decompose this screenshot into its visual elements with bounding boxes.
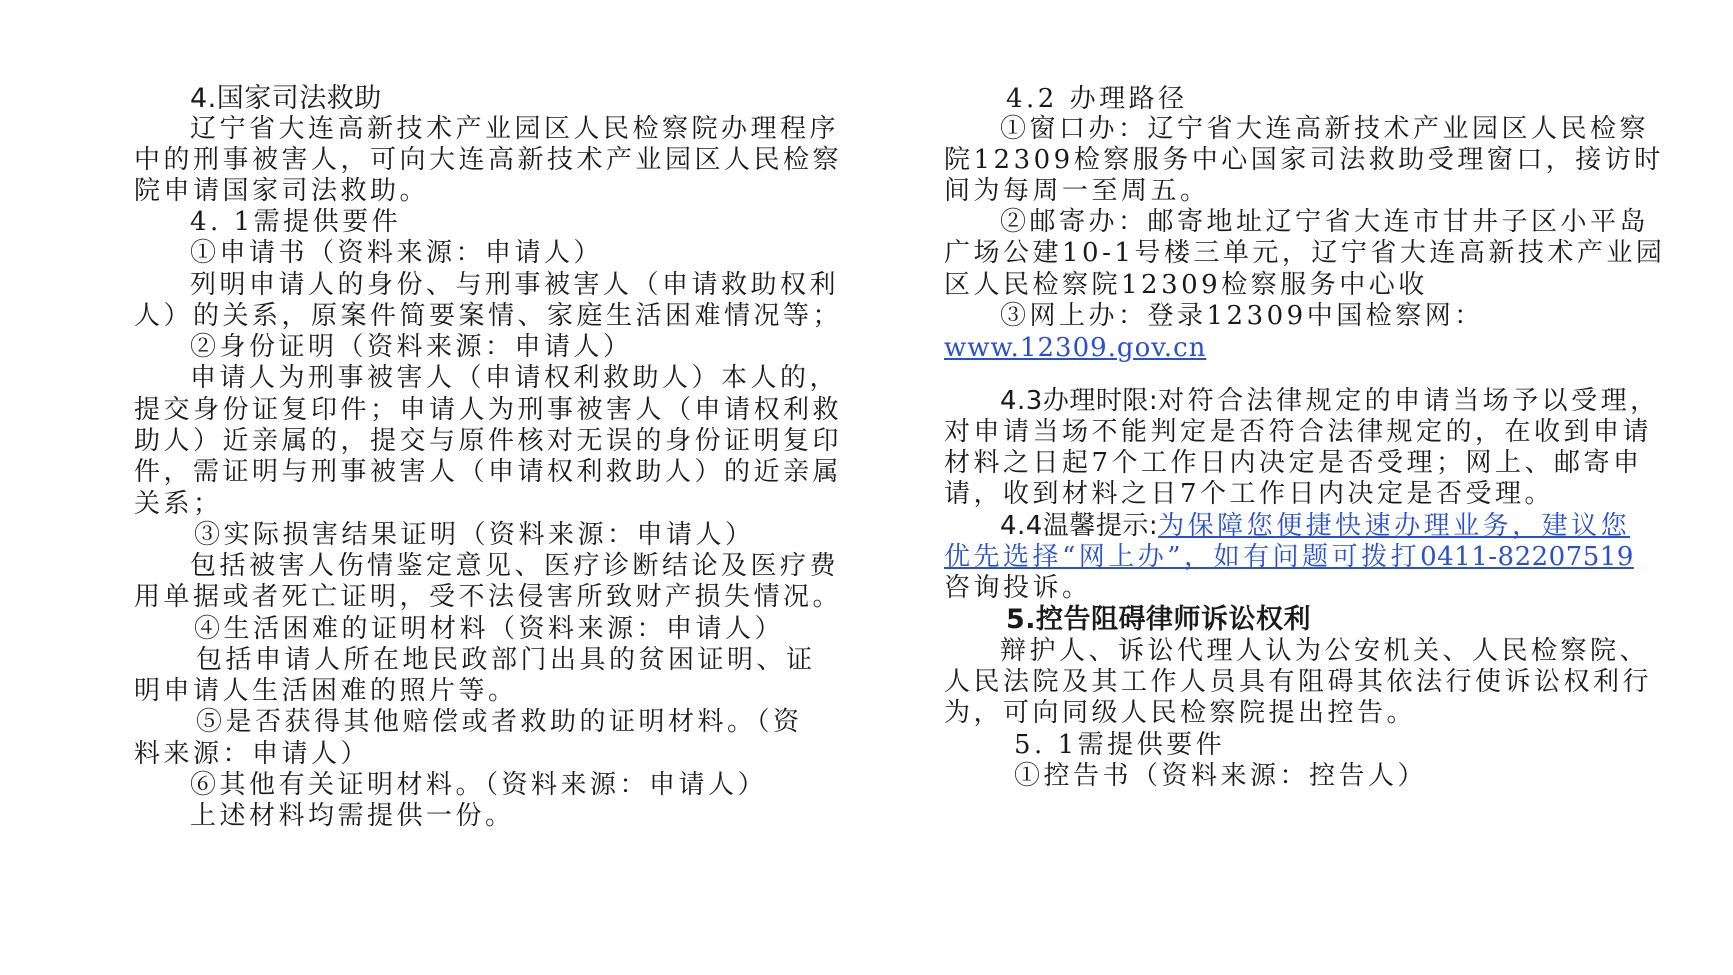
time-limit-line: 对申请当场不能判定是否符合法律规定的，在收到申请 <box>944 417 1653 447</box>
sec5-line: 人民法院及其工作人员具有阻碍其依法行使诉讼权利行 <box>944 667 1653 697</box>
item-4-desc: 明申请人生活困难的照片等。 <box>134 676 518 706</box>
tip-label: 4.4温馨提示: <box>1000 511 1159 541</box>
time-limit-line: 请，收到材料之日7个工作日内决定是否受理。 <box>944 479 1555 509</box>
window-line: ①窗口办：辽宁省大连高新技术产业园区人民检察 <box>1000 114 1650 144</box>
item-5: ⑤是否获得其他赔偿或者救助的证明材料。（资 <box>196 707 803 737</box>
item-2-title: ②身份证明（资料来源：申请人） <box>190 332 633 362</box>
time-limit-text: 对符合法律规定的申请当场予以受理， <box>1158 386 1660 416</box>
item-5: 料来源：申请人） <box>134 739 371 769</box>
item-3-title: ③实际损害结果证明（资料来源：申请人） <box>194 520 755 550</box>
item-3-desc: 包括被害人伤情鉴定意见、医疗诊断结论及医疗费 <box>190 551 840 581</box>
online-line: ③网上办：登录12309中国检察网： <box>1000 301 1484 331</box>
subheading-4-2: 4.2 办理路径 <box>1006 84 1188 114</box>
intro-line: 辽宁省大连高新技术产业园区人民检察院办理程序 <box>190 114 840 144</box>
time-limit-line: 材料之日起7个工作日内决定是否受理；网上、邮寄申 <box>944 448 1643 478</box>
window-line: 院12309检察服务中心国家司法救助受理窗口，接访时 <box>944 145 1664 175</box>
item-2-desc: 关系； <box>134 489 223 519</box>
intro-line: 院申请国家司法救助。 <box>134 176 430 206</box>
item-2-desc: 申请人为刑事被害人（申请权利救助人）本人的， <box>190 363 840 393</box>
item-2-desc: 助人）近亲属的，提交与原件核对无误的身份证明复印 <box>134 426 843 456</box>
online-url-link[interactable]: www.12309.gov.cn <box>944 333 1207 363</box>
section-4-heading: 4.国家司法救助 <box>190 83 382 114</box>
subheading-4-1: 4. 1需提供要件 <box>190 207 402 237</box>
time-limit-line <box>1000 384 1660 418</box>
intro-line: 中的刑事被害人，可向大连高新技术产业园区人民检察 <box>134 145 843 175</box>
tip-line <box>944 540 1634 574</box>
mail-line: 广场公建10-1号楼三单元，辽宁省大连高新技术产业园 <box>944 238 1666 268</box>
item-1-desc: 人）的关系，原案件简要案情、家庭生活困难情况等； <box>134 301 843 331</box>
item-3-desc: 用单据或者死亡证明，受不法侵害所致财产损失情况。 <box>134 582 843 612</box>
tip-tail: 咨询投诉。 <box>944 573 1092 603</box>
footer-note: 上述材料均需提供一份。 <box>190 801 515 831</box>
sec5-item-1: ①控告书（资料来源：控告人） <box>1014 761 1428 791</box>
sec5-line: 为，可向同级人民检察院提出控告。 <box>944 698 1417 728</box>
mail-line: ②邮寄办：邮寄地址辽宁省大连市甘井子区小平岛 <box>1000 207 1650 237</box>
item-2-desc: 提交身份证复印件；申请人为刑事被害人（申请权利救 <box>134 395 843 425</box>
item-1-title: ①申请书（资料来源：申请人） <box>190 238 604 268</box>
time-limit-label: 4.3办理时限: <box>1000 386 1159 416</box>
tip-link[interactable]: 优先选择“网上办”，如有问题可拨打 <box>944 542 1421 572</box>
item-2-desc: 件，需证明与刑事被害人（申请权利救助人）的近亲属 <box>134 457 843 487</box>
mail-line: 区人民检察院12309检察服务中心收 <box>944 270 1428 300</box>
phone-link[interactable]: 0411-82207519 <box>1420 542 1634 572</box>
subheading-5-1: 5. 1需提供要件 <box>1014 730 1226 760</box>
tip-line <box>1000 509 1630 543</box>
item-6: ⑥其他有关证明材料。（资料来源：申请人） <box>190 770 768 800</box>
window-line: 间为每周一至周五。 <box>944 176 1210 206</box>
section-5-heading: 5.控告阻碍律师诉讼权利 <box>1006 604 1312 635</box>
item-1-desc: 列明申请人的身份、与刑事被害人（申请救助权利 <box>190 270 840 300</box>
sec5-line: 辩护人、诉讼代理人认为公安机关、人民检察院、 <box>1000 636 1650 666</box>
item-4-title: ④生活困难的证明材料（资料来源：申请人） <box>194 614 785 644</box>
tip-link[interactable]: 为保障您便捷快速办理业务，建议您 <box>1158 511 1631 541</box>
item-4-desc: 包括申请人所在地民政部门出具的贫困证明、证 <box>196 645 816 675</box>
